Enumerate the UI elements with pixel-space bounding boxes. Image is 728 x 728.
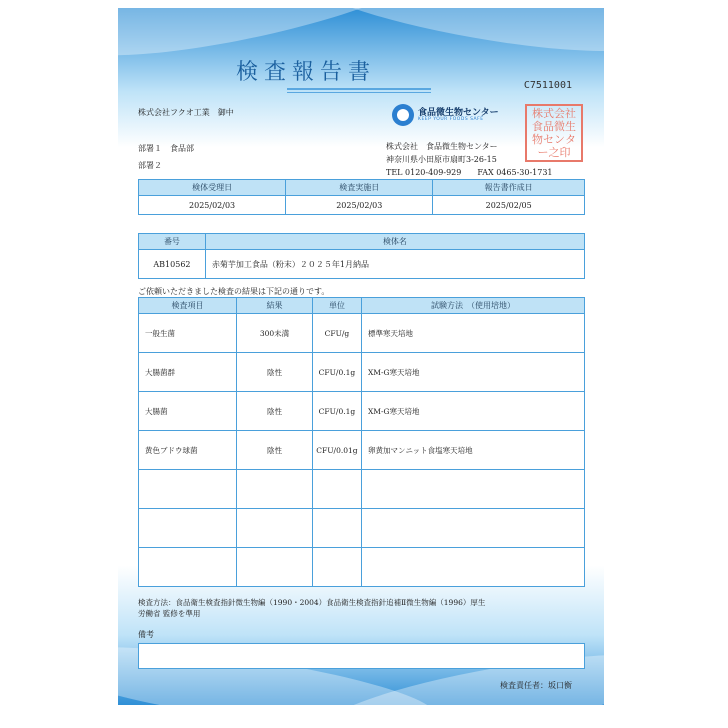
table-row [139, 392, 585, 431]
inspector: 検査責任者：坂口衡 [500, 681, 572, 690]
test-method: 標準寒天培地 [361, 314, 584, 353]
department-1: 部署１ 食品部 [138, 144, 194, 153]
test-result: 陰性 [237, 353, 313, 392]
lab-logo [392, 104, 512, 126]
sample-name: 赤菊芋加工食品（粉末）２０２５年1月納品 [205, 250, 584, 279]
unit-header: 単位 [312, 298, 361, 314]
document-number: C7511001 [523, 80, 572, 91]
lab-company: 株式会社 食品微生物センター [386, 142, 498, 151]
result-header: 結果 [237, 298, 313, 314]
empty-row [139, 470, 585, 509]
table-row [139, 314, 585, 353]
remarks-label: 備考 [138, 630, 154, 639]
date-tested: 2025/02/03 [286, 196, 433, 215]
date-reported: 2025/02/05 [433, 196, 585, 215]
title-underline [287, 92, 431, 93]
table-row [139, 353, 585, 392]
method-note-line-2: 労働省 監修を準用 [138, 609, 201, 618]
table-row [139, 431, 585, 470]
logo-name: 食品微生物センター [418, 108, 499, 118]
test-method: 卵黄加マンニット食塩寒天培地 [361, 431, 584, 470]
test-method: XM-G寒天培地 [361, 392, 584, 431]
title-underline [287, 88, 431, 90]
date-received-header: 検体受理日 [139, 180, 286, 196]
sample-name-header: 検体名 [205, 234, 584, 250]
test-unit: CFU/g [312, 314, 361, 353]
lab-address: 神奈川県小田原市扇町3-26-15 [386, 155, 497, 164]
dates-table [138, 179, 585, 215]
sample-table [138, 233, 585, 279]
method-header: 試験方法 （使用培地） [361, 298, 584, 314]
results-table [138, 297, 585, 587]
test-item: 一般生菌 [139, 314, 237, 353]
sample-number-header: 番号 [139, 234, 206, 250]
company-seal-stamp: 株 式 会 社 食 品 微 生 物 セ ン タ ー 之 印 [525, 104, 583, 162]
test-unit: CFU/0.01g [312, 431, 361, 470]
recipient: 株式会社フクオ工業 御中 [138, 108, 234, 117]
test-result: 陰性 [237, 392, 313, 431]
report-title: 検査報告書 [235, 60, 376, 85]
request-note: ご依頼いただきました検査の結果は下記の通りです。 [138, 287, 330, 296]
date-received: 2025/02/03 [139, 196, 286, 215]
test-result: 陰性 [237, 431, 313, 470]
test-result: 300未満 [237, 314, 313, 353]
logo-tagline: KEEP YOUR FOODS SAFE [418, 117, 484, 122]
test-unit: CFU/0.1g [312, 392, 361, 431]
empty-row [139, 509, 585, 548]
test-method: XM-G寒天培地 [361, 353, 584, 392]
lab-contact: TEL 0120-409-929 FAX 0465-30-1731 [386, 168, 553, 177]
method-note-line-1: 検査方法：食品衛生検査指針微生物編（1990・2004）食品衛生検査指針追補Ⅱ微生物編（1996）厚生 [138, 598, 486, 607]
test-item: 大腸菌群 [139, 353, 237, 392]
test-item: 黄色ブドウ球菌 [139, 431, 237, 470]
empty-row [139, 548, 585, 587]
date-tested-header: 検査実施日 [286, 180, 433, 196]
test-item: 大腸菌 [139, 392, 237, 431]
logo-mark-icon [392, 104, 414, 126]
sample-number: AB10562 [139, 250, 206, 279]
test-unit: CFU/0.1g [312, 353, 361, 392]
test-item-header: 検査項目 [139, 298, 237, 314]
department-2: 部署２ [138, 161, 162, 170]
remarks-box [138, 643, 585, 669]
date-reported-header: 報告書作成日 [433, 180, 585, 196]
